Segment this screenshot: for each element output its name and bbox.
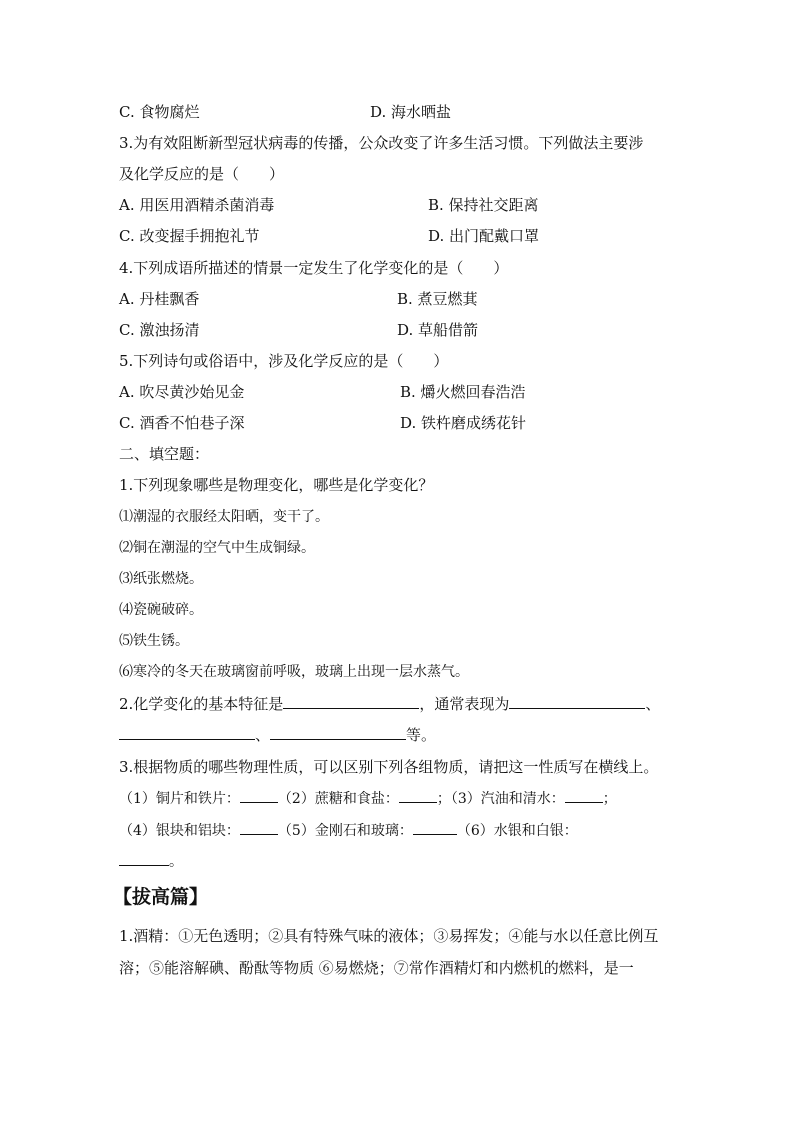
fill-q2-blank-3[interactable] (119, 725, 255, 740)
fill-q3-stem: 3.根据物质的哪些物理性质，可以区别下列各组物质，请把这一性质写在横线上。 (119, 758, 659, 776)
fill-q2-text-3: 、 (645, 695, 661, 713)
fill-q2-blank-4[interactable] (270, 725, 406, 740)
fill-q3-line2 (119, 820, 578, 841)
q3-option-c: C. 改变握手拥抱礼节 (119, 227, 260, 245)
advanced-q1-line2: 溶；⑤能溶解碘、酚酞等物质 ⑥易燃烧；⑦常作酒精灯和内燃机的燃料，是一 (119, 959, 634, 977)
fill-q3-blank-3[interactable] (565, 788, 603, 803)
fill-q3-label-4: （4）银块和铝块： (119, 823, 240, 839)
q5-option-b: B. 爝火燃回春浩浩 (400, 383, 526, 401)
advanced-q1-line1: 1.酒精：①无色透明；②具有特殊气味的液体；③易挥发；④能与水以任意比例互 (119, 927, 659, 945)
fill-q3-label-1: （1）铜片和铁片： (119, 791, 240, 807)
fill-q2-text-5: 等。 (406, 726, 437, 744)
q3-stem-line2: 及化学反应的是（ ） (119, 165, 285, 183)
q5-option-a: A. 吹尽黄沙始见金 (119, 383, 245, 401)
fill-q3-blank-4[interactable] (240, 820, 278, 835)
fill-q1-item-4: ⑷瓷碗破碎。 (119, 602, 203, 618)
q2-option-d: D. 海水晒盐 (370, 103, 452, 121)
q4-option-a: A. 丹桂飘香 (119, 290, 200, 308)
q5-option-c: C. 酒香不怕巷子深 (119, 414, 245, 432)
q3-option-a: A. 用医用酒精杀菌消毒 (119, 196, 275, 214)
fill-q2-blank-1[interactable] (283, 694, 419, 709)
fill-q2-line2 (119, 725, 436, 745)
fill-q3-blank-5[interactable] (413, 820, 457, 835)
q5-stem: 5.下列诗句或俗语中，涉及化学反应的是（ ） (119, 352, 449, 370)
fill-q1-item-1: ⑴潮湿的衣服经太阳晒，变干了。 (119, 509, 329, 525)
q3-option-b: B. 保持社交距离 (428, 196, 539, 214)
fill-q3-label-5: （5）金刚石和玻璃： (277, 823, 413, 839)
q4-option-d: D. 草船借箭 (397, 321, 479, 339)
fill-q1-item-5: ⑸铁生锈。 (119, 633, 189, 649)
q3-stem-line1: 3.为有效阻断新型冠状病毒的传播，公众改变了许多生活习惯。下列做法主要涉 (119, 134, 644, 152)
fill-q1-stem: 1.下列现象哪些是物理变化，哪些是化学变化？ (119, 476, 434, 494)
q5-option-d: D. 铁杵磨成绣花针 (400, 414, 527, 432)
fill-q3-semicolon: ； (602, 791, 617, 807)
fill-q2-text-4: 、 (255, 726, 271, 744)
q4-stem: 4.下列成语所描述的情景一定发生了化学变化的是（ ） (119, 259, 509, 277)
fill-q2-line1 (119, 694, 660, 714)
fill-q3-blank-6[interactable] (119, 851, 169, 866)
fill-q3-blank-2[interactable] (399, 788, 437, 803)
fill-q3-label-6: （6）水银和白银： (456, 823, 578, 839)
section-title-fill-blank: 二、填空题： (119, 445, 210, 463)
fill-q1-item-2: ⑵铜在潮湿的空气中生成铜绿。 (119, 540, 315, 556)
q3-option-d: D. 出门配戴口罩 (428, 227, 540, 245)
q2-option-c: C. 食物腐烂 (119, 103, 200, 121)
fill-q3-label-2: （2）蔗糖和食盐： (277, 791, 399, 807)
q4-option-b: B. 煮豆燃萁 (397, 290, 478, 308)
fill-q2-text-2: ，通常表现为 (419, 695, 510, 713)
fill-q3-blank-1[interactable] (240, 788, 278, 803)
fill-q3-line3 (119, 851, 183, 872)
fill-q1-item-3: ⑶纸张燃烧。 (119, 571, 203, 587)
fill-q1-item-6: ⑹寒冷的冬天在玻璃窗前呼吸，玻璃上出现一层水蒸气。 (119, 664, 469, 680)
fill-q3-line1 (119, 788, 617, 809)
q4-option-c: C. 激浊扬清 (119, 321, 200, 339)
fill-q2-blank-2[interactable] (509, 694, 645, 709)
fill-q2-text-1: 2.化学变化的基本特征是 (119, 695, 284, 713)
fill-q3-end: 。 (169, 854, 183, 870)
advanced-section-title: 【拔高篇】 (113, 886, 209, 908)
fill-q3-label-3: ；（3）汽油和清水： (436, 791, 565, 807)
